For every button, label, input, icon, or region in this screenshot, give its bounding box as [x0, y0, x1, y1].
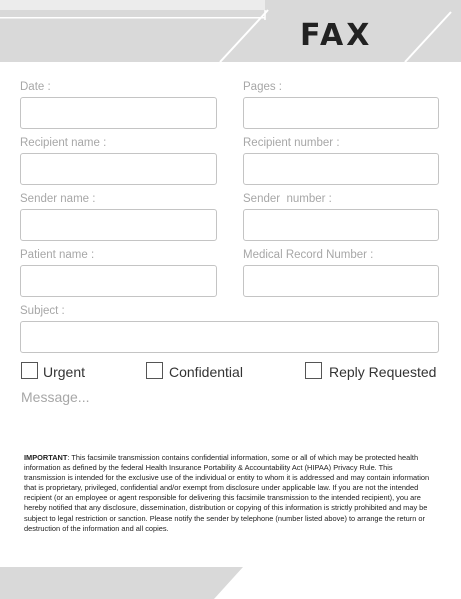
notice-body: : This facsimile transmission contains confidential information, some or all of which may be protected health information as defined by the federal Health Insurance Portability & Accountability Act (HIPAA) Privacy Rule. This transmission is intended for the exclusive use of the individual or entity to whom it is addressed and may contain information that is proprietary, privileged, confidential and/or exempt from disclosure under applicable law. If you are not the intended recipient (or an employee or agent responsible for delivering this facsimile transmission to the intended recipient), you are hereby notified that any disclosure, dissemination, distribution or copying of this information is strictly prohibited and may be subject to legal restriction or sanction. Please notify the sender by telephone (number listed above) to arrange the return or destruction of the information and all copies. [24, 453, 430, 533]
notice-heading: IMPORTANT [24, 453, 68, 462]
sender-name-label: Sender name : [20, 193, 96, 205]
recipient-name-field[interactable] [20, 153, 217, 185]
header-band [0, 0, 461, 62]
date-label: Date : [20, 81, 51, 93]
message-placeholder[interactable]: Message... [21, 389, 90, 405]
date-field[interactable] [20, 97, 217, 129]
recipient-name-label: Recipient name : [20, 137, 107, 149]
recipient-number-field[interactable] [243, 153, 439, 185]
patient-name-label: Patient name : [20, 249, 95, 261]
reply-requested-checkbox[interactable] [305, 362, 322, 379]
subject-field[interactable] [20, 321, 439, 353]
urgent-label: Urgent [43, 364, 86, 380]
sender-name-field[interactable] [20, 209, 217, 241]
recipient-number-label: Recipient number : [243, 137, 340, 149]
patient-name-field[interactable] [20, 265, 217, 297]
medical-record-number-field[interactable] [243, 265, 439, 297]
medical-record-number-label: Medical Record Number : [243, 249, 374, 261]
confidentiality-notice [24, 453, 436, 534]
sender-number-field[interactable] [243, 209, 439, 241]
confidential-label: Confidential [169, 364, 243, 380]
sender-number-label: Sender number : [243, 193, 332, 205]
reply-requested-label: Reply Requested [329, 364, 437, 380]
subject-label: Subject : [20, 305, 65, 317]
urgent-checkbox[interactable] [21, 362, 38, 379]
pages-field[interactable] [243, 97, 439, 129]
footer-band [0, 567, 461, 599]
pages-label: Pages : [243, 81, 282, 93]
confidential-checkbox[interactable] [146, 362, 163, 379]
fax-title: FAX [300, 18, 373, 53]
